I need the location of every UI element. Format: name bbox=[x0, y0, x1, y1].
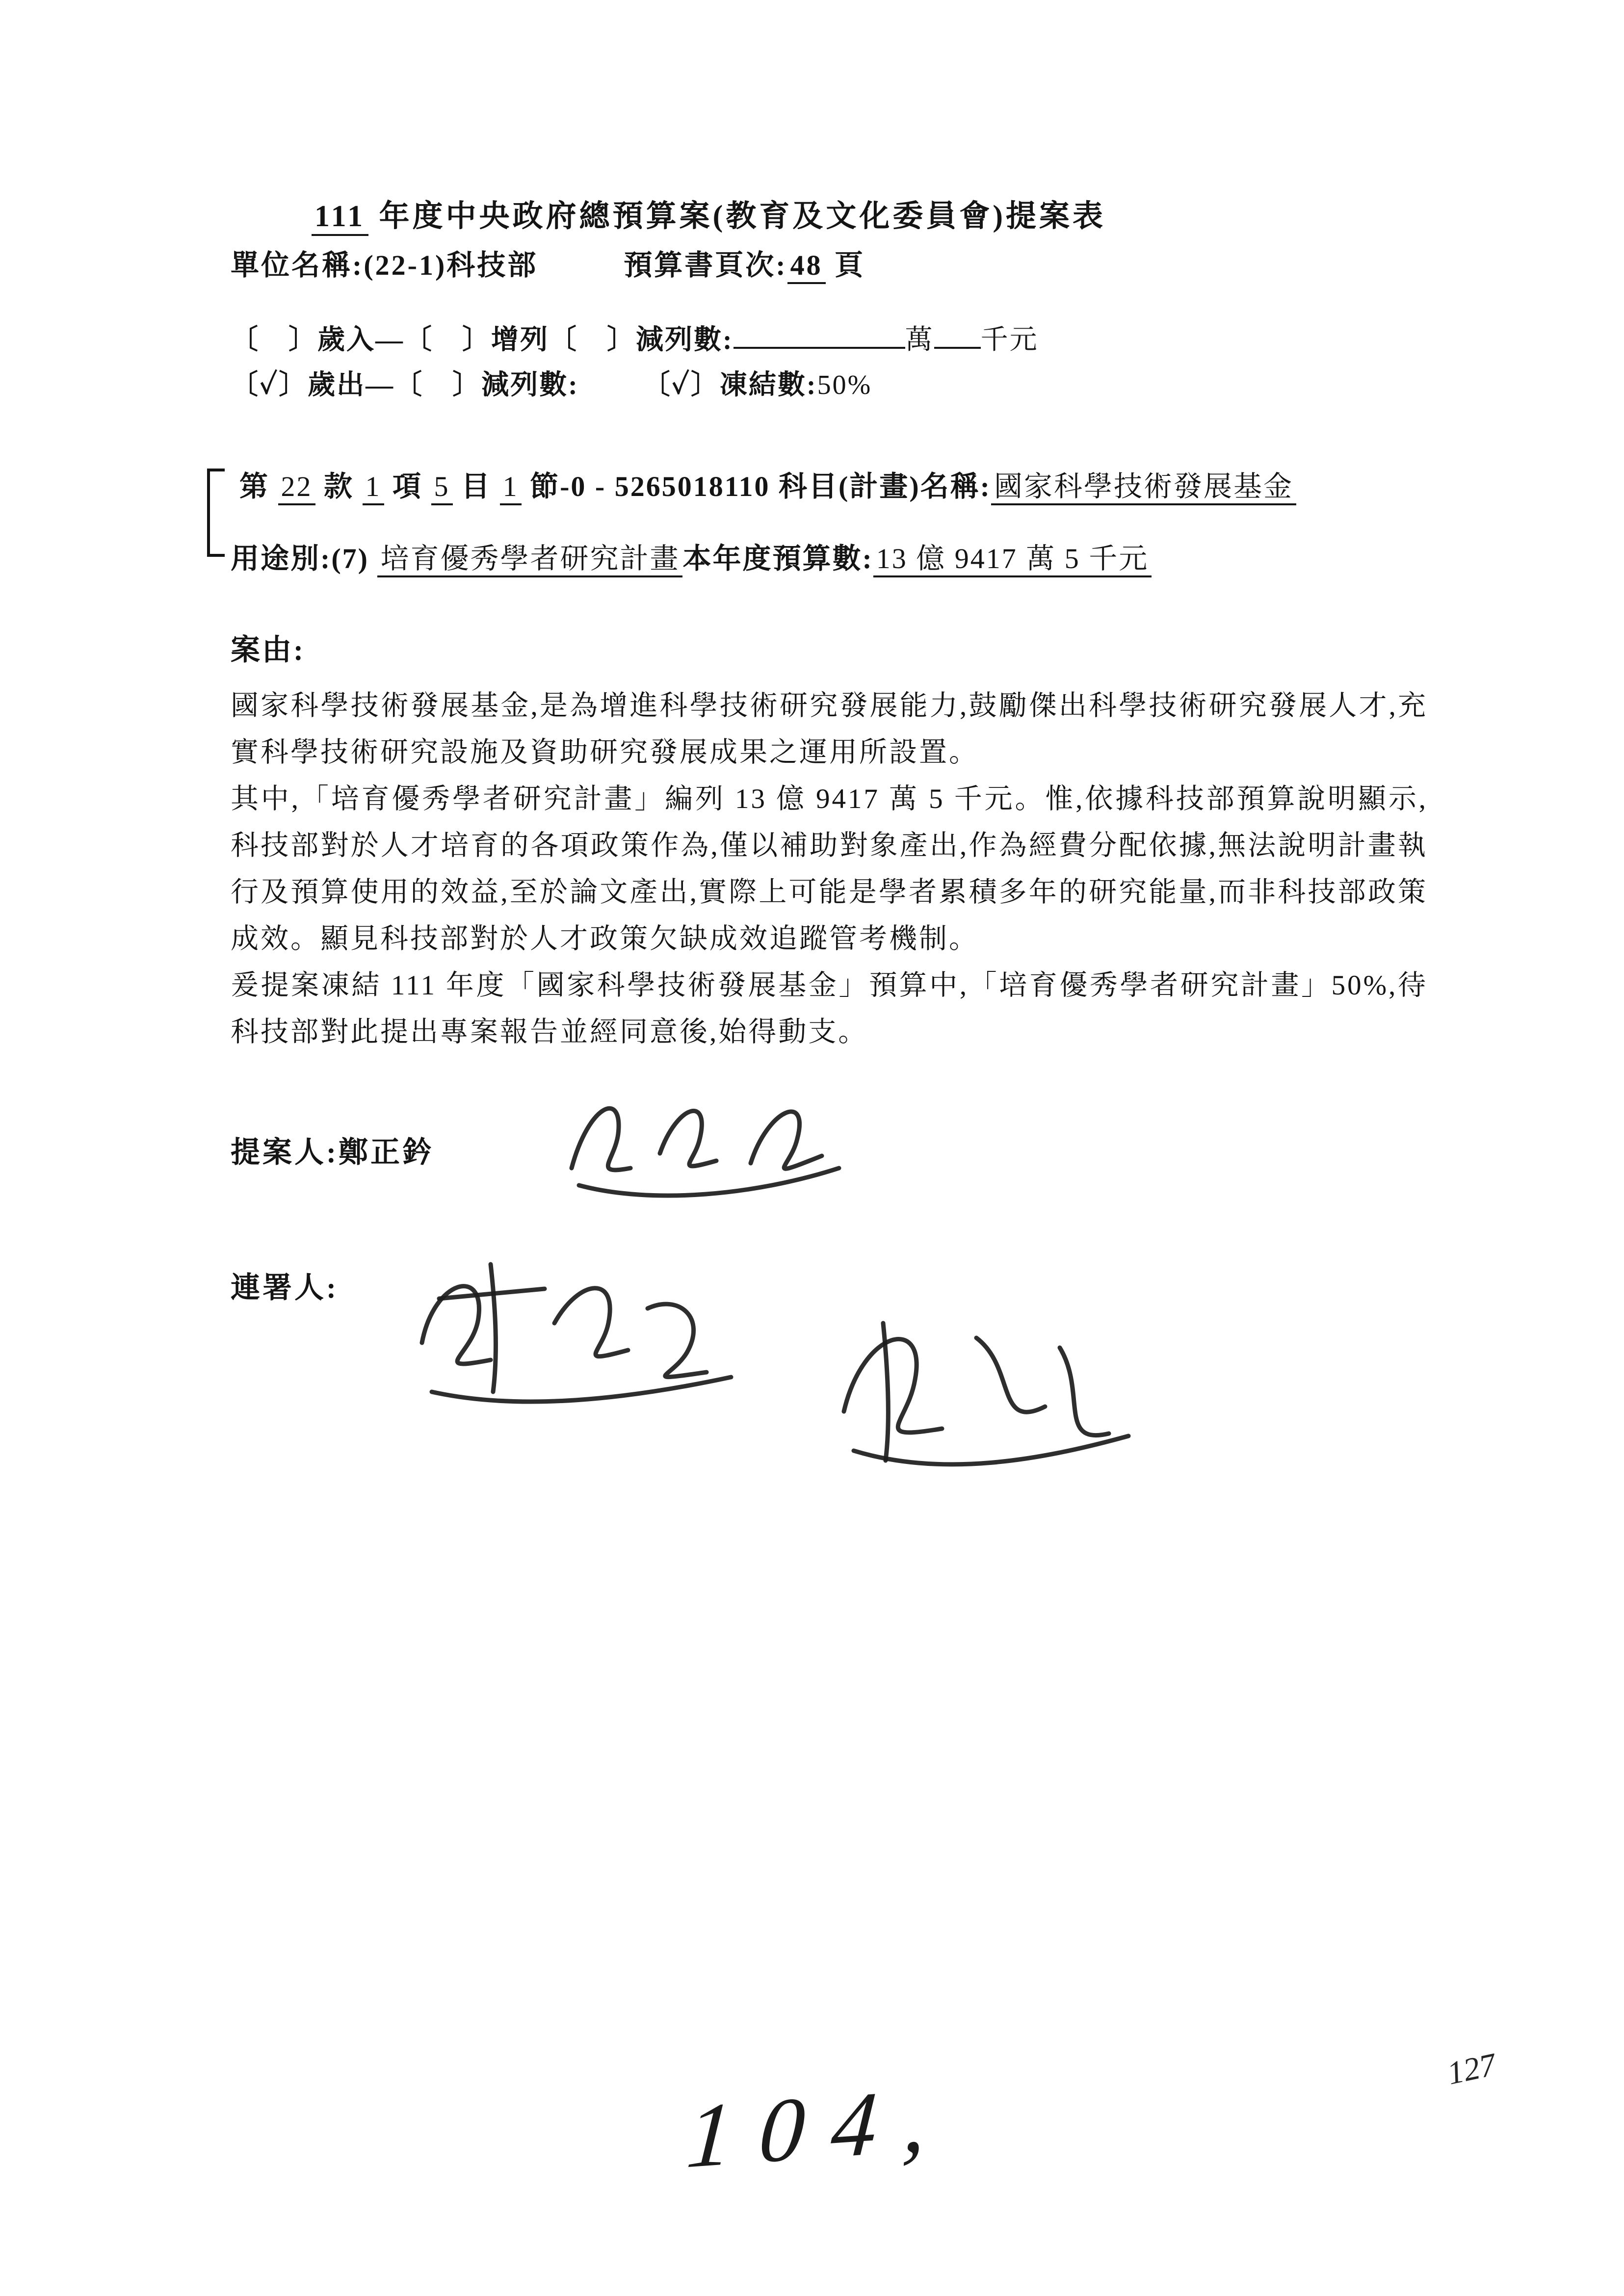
case-paragraph-1: 國家科學技術發展基金,是為增進科學技術研究發展能力,鼓勵傑出科學技術研究發展人才,充實科學技術研究設施及資助研究發展成果之運用所設置。 bbox=[231, 690, 1428, 768]
unit-wan: 萬 bbox=[905, 325, 934, 355]
seg-xiang: 項 bbox=[393, 470, 423, 502]
mu-number: 5 bbox=[431, 470, 453, 505]
revenue-amount-blank bbox=[733, 319, 905, 349]
title-year: 111 bbox=[312, 200, 368, 236]
proposer-label: 提案人: bbox=[231, 1136, 339, 1169]
checkbox-expenditure-cut: 〔 〕 bbox=[394, 370, 482, 400]
case-paragraph-2: 其中,「培育優秀學者研究計畫」編列 13 億 9417 萬 5 千元。惟,依據科技部預算說明顯示,科技部對於人才培育的各項政策作為,僅以補助對象產出,作為經費分配依據,無法說明計畫執行及預算使用的效益,至於論文產出,實際上可能是學者累積多年的研究能量,而非科技部政策成效。顯見科技部對於人才政策欠缺成效追蹤管考機制。 bbox=[231, 783, 1428, 954]
proposer-name: 鄭正鈐 bbox=[338, 1136, 434, 1169]
usage-line bbox=[231, 535, 1442, 582]
seg-jie-code: 節-0 - 5265018110 bbox=[530, 470, 770, 502]
seg-kuan: 款 bbox=[324, 470, 354, 502]
cosigner-label: 連署人: bbox=[231, 1272, 339, 1304]
signature-proposer bbox=[545, 1070, 859, 1225]
handwritten-page-number: 104, bbox=[683, 2067, 957, 2188]
case-heading: 案由: bbox=[231, 634, 305, 666]
kuan-number: 22 bbox=[278, 470, 315, 505]
subject-label: 科目(計畫)名稱: bbox=[779, 470, 991, 502]
expenditure-cut-label: 減列數: bbox=[481, 370, 579, 400]
document-title bbox=[312, 191, 1442, 235]
budget-amount-value: 13 億 9417 萬 5 千元 bbox=[873, 543, 1152, 577]
title-text: 年度中央政府總預算案(教育及文化委員會)提案表 bbox=[368, 200, 1106, 233]
subject-name: 國家科學技術發展基金 bbox=[991, 470, 1296, 505]
form-content bbox=[231, 191, 1442, 1306]
margin-bracket-mark bbox=[207, 469, 225, 557]
expenditure-line bbox=[231, 363, 1442, 408]
expenditure-label: 歲出— bbox=[308, 370, 395, 400]
checkbox-freeze: 〔✓〕 bbox=[642, 370, 720, 400]
unit-label: 單位名稱: bbox=[231, 249, 364, 281]
cosigner-row bbox=[231, 1264, 1442, 1306]
budget-book-page-unit: 頁 bbox=[835, 249, 865, 281]
signature-cosigner-1 bbox=[393, 1235, 746, 1429]
budget-book-page-label: 預算書頁次: bbox=[624, 249, 787, 281]
freeze-value: 50% bbox=[817, 370, 872, 400]
revenue-thousand-blank bbox=[934, 319, 981, 349]
handwritten-corner-note: 127 bbox=[1444, 2046, 1499, 2092]
seg-mu: 目 bbox=[461, 470, 492, 502]
revenue-cut-label: 減列數: bbox=[636, 325, 733, 355]
usage-plan-name: 培育優秀學者研究計畫 bbox=[377, 543, 682, 577]
xiang-number: 1 bbox=[363, 470, 384, 505]
checkbox-expenditure: 〔✓〕 bbox=[231, 370, 308, 400]
freeze-label: 凍結數: bbox=[719, 370, 817, 400]
budget-item-line bbox=[231, 462, 1407, 512]
signature-cosigner-2 bbox=[810, 1284, 1143, 1487]
revenue-label: 歲入— bbox=[317, 325, 404, 355]
seg-di: 第 bbox=[239, 470, 270, 502]
case-paragraph-3: 爰提案凍結 111 年度「國家科學技術發展基金」預算中,「培育優秀學者研究計畫」50%,待科技部對此提出專案報告並經同意後,始得動支。 bbox=[231, 970, 1428, 1047]
revenue-add-label: 增列 bbox=[491, 325, 549, 355]
jie-number: 1 bbox=[500, 470, 522, 505]
unit-value: (22-1)科技部 bbox=[364, 249, 538, 281]
checkbox-revenue-add: 〔 〕 bbox=[404, 325, 491, 355]
checkbox-revenue: 〔 〕 bbox=[231, 325, 317, 355]
unit-line bbox=[231, 242, 1442, 283]
budget-book-page-value: 48 bbox=[787, 249, 826, 284]
checkbox-block bbox=[231, 317, 1442, 408]
unit-qian: 千元 bbox=[980, 325, 1039, 355]
budget-amount-label: 本年度預算數: bbox=[682, 543, 873, 574]
usage-label: 用途別:(7) bbox=[231, 543, 369, 574]
checkbox-revenue-cut: 〔 〕 bbox=[549, 325, 636, 355]
revenue-line bbox=[231, 317, 1442, 363]
proposer-row bbox=[231, 1129, 1442, 1171]
